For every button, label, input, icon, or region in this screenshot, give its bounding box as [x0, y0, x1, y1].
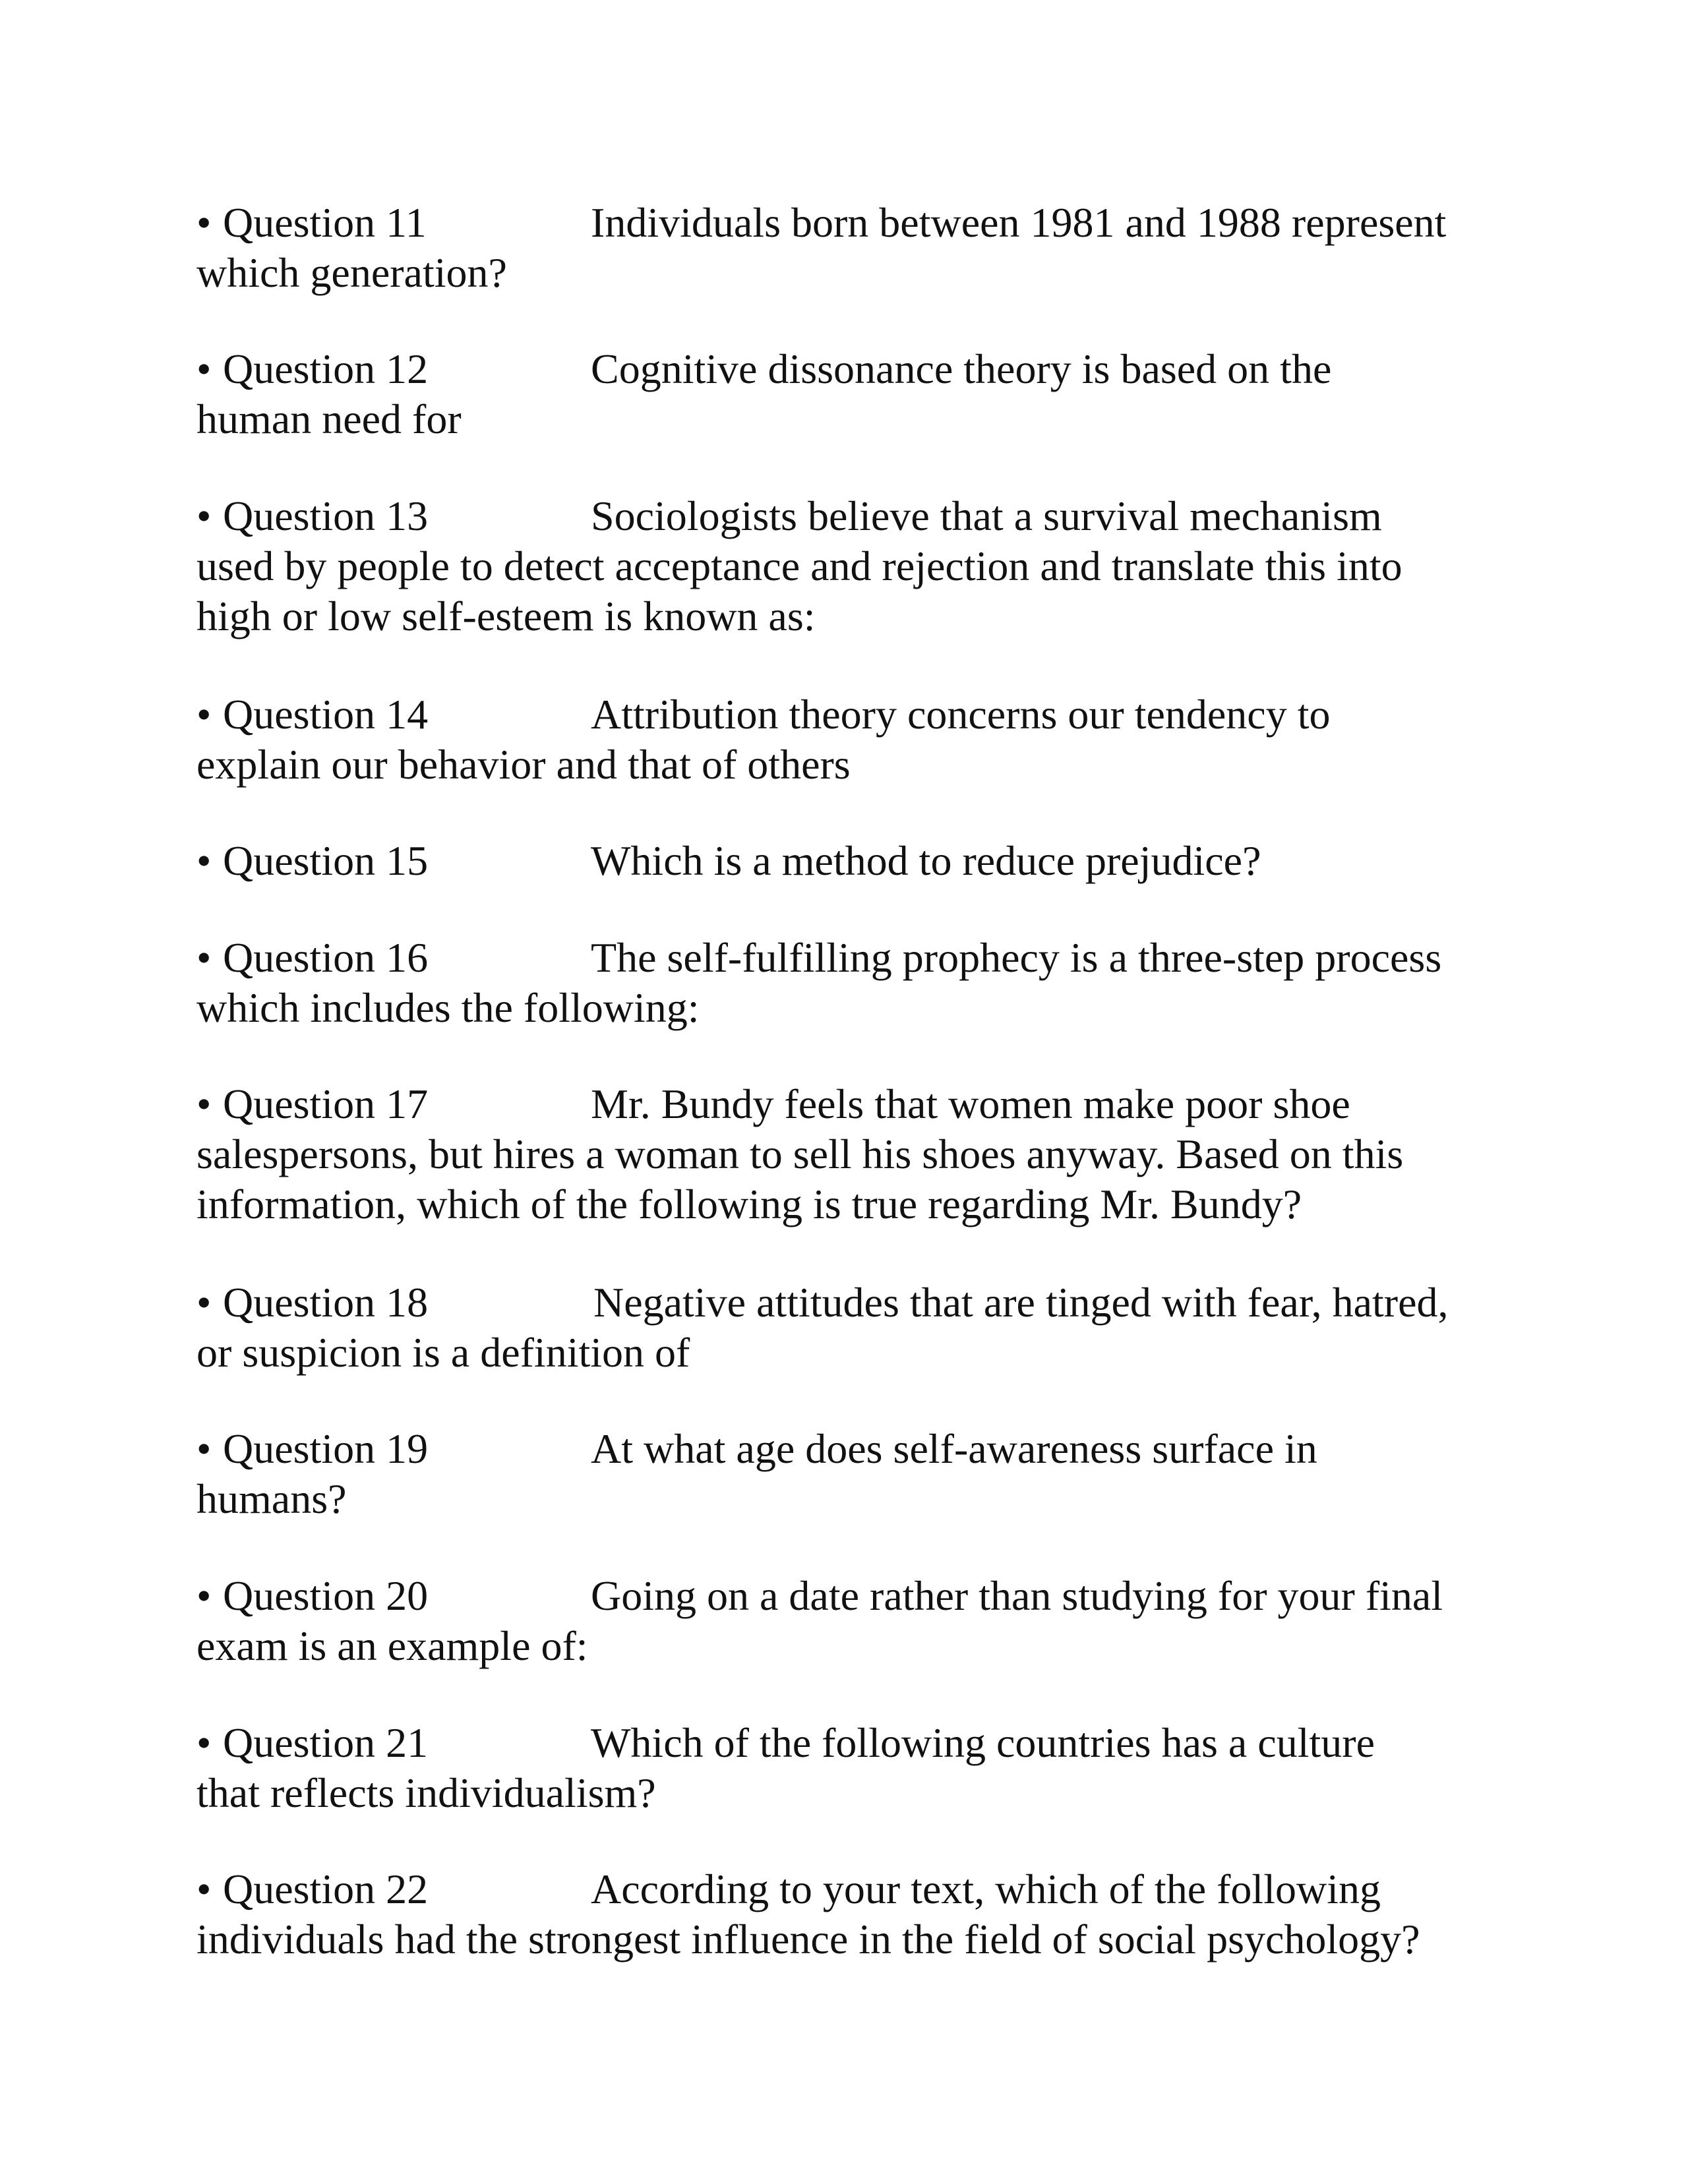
question-number: Question 11	[223, 199, 427, 246]
bullet: •	[196, 1279, 212, 1326]
question-text-continuation: information, which of the following is true regarding Mr. Bundy?	[196, 1181, 1302, 1227]
question-first-line	[196, 1424, 1515, 1474]
bullet: •	[196, 492, 212, 539]
question-item	[196, 1079, 1515, 1229]
bullet: •	[196, 837, 212, 884]
bullet: •	[196, 1425, 212, 1472]
question-item	[196, 690, 1515, 790]
bullet: •	[196, 1719, 212, 1766]
question-first-line	[196, 1571, 1515, 1621]
question-first-line	[196, 1864, 1515, 1914]
question-item	[196, 344, 1515, 444]
question-first-line	[196, 198, 1515, 248]
question-text: The self-fulfilling prophecy is a three-step process	[591, 934, 1442, 981]
question-text-continuation: or suspicion is a definition of	[196, 1329, 690, 1376]
question-first-line	[196, 1278, 1515, 1328]
question-item	[196, 1424, 1515, 1524]
bullet: •	[196, 199, 212, 246]
question-text-continuation: human need for	[196, 396, 462, 442]
question-text-continuation: salespersons, but hires a woman to sell his shoes anyway. Based on this	[196, 1131, 1404, 1177]
question-item	[196, 1278, 1515, 1378]
question-first-line	[196, 1718, 1515, 1768]
question-first-line	[196, 1079, 1515, 1129]
question-text: Cognitive dissonance theory is based on the	[591, 345, 1332, 392]
question-first-line	[196, 836, 1515, 886]
question-first-line	[196, 491, 1515, 541]
question-text: Negative attitudes that are tinged with fear, hatred,	[593, 1279, 1449, 1326]
question-item	[196, 1571, 1515, 1671]
question-text-continuation: exam is an example of:	[196, 1622, 588, 1669]
question-text: Which is a method to reduce prejudice?	[591, 837, 1261, 884]
question-text: Which of the following countries has a culture	[591, 1719, 1375, 1766]
question-number: Question 19	[223, 1425, 429, 1472]
question-text: Sociologists believe that a survival mechanism	[591, 492, 1382, 539]
question-number: Question 20	[223, 1572, 429, 1619]
question-item	[196, 1864, 1515, 1964]
question-text-continuation: individuals had the strongest influence in the field of social psychology?	[196, 1916, 1420, 1963]
question-number: Question 13	[223, 492, 429, 539]
question-number: Question 17	[223, 1080, 429, 1127]
question-item	[196, 198, 1515, 298]
question-first-line	[196, 933, 1515, 983]
question-text: Attribution theory concerns our tendency to	[591, 691, 1331, 738]
question-text: Individuals born between 1981 and 1988 represent	[591, 199, 1447, 246]
bullet: •	[196, 691, 212, 738]
question-number: Question 15	[223, 837, 429, 884]
question-number: Question 18	[223, 1279, 429, 1326]
question-text-continuation: which includes the following:	[196, 984, 700, 1031]
bullet: •	[196, 1866, 212, 1912]
question-item	[196, 933, 1515, 1033]
question-text-continuation: high or low self-esteem is known as:	[196, 593, 816, 639]
question-text: Going on a date rather than studying for your final	[591, 1572, 1443, 1619]
question-text: At what age does self-awareness surface in	[591, 1425, 1317, 1472]
bullet: •	[196, 934, 212, 981]
question-number: Question 16	[223, 934, 429, 981]
question-number: Question 12	[223, 345, 429, 392]
bullet: •	[196, 1080, 212, 1127]
question-text-continuation: explain our behavior and that of others	[196, 741, 851, 788]
question-text-continuation: that reflects individualism?	[196, 1769, 656, 1816]
question-item	[196, 1718, 1515, 1818]
question-first-line	[196, 344, 1515, 394]
question-number: Question 14	[223, 691, 429, 738]
question-first-line	[196, 690, 1515, 740]
question-text-continuation: humans?	[196, 1475, 347, 1522]
question-text: According to your text, which of the following	[591, 1866, 1381, 1912]
question-number: Question 21	[223, 1719, 429, 1766]
question-text: Mr. Bundy feels that women make poor shoe	[591, 1080, 1350, 1127]
question-text-continuation: used by people to detect acceptance and rejection and translate this into	[196, 543, 1402, 589]
question-item	[196, 836, 1515, 886]
question-number: Question 22	[223, 1866, 429, 1912]
bullet: •	[196, 345, 212, 392]
question-text-continuation: which generation?	[196, 249, 507, 296]
question-item	[196, 491, 1515, 641]
bullet: •	[196, 1572, 212, 1619]
